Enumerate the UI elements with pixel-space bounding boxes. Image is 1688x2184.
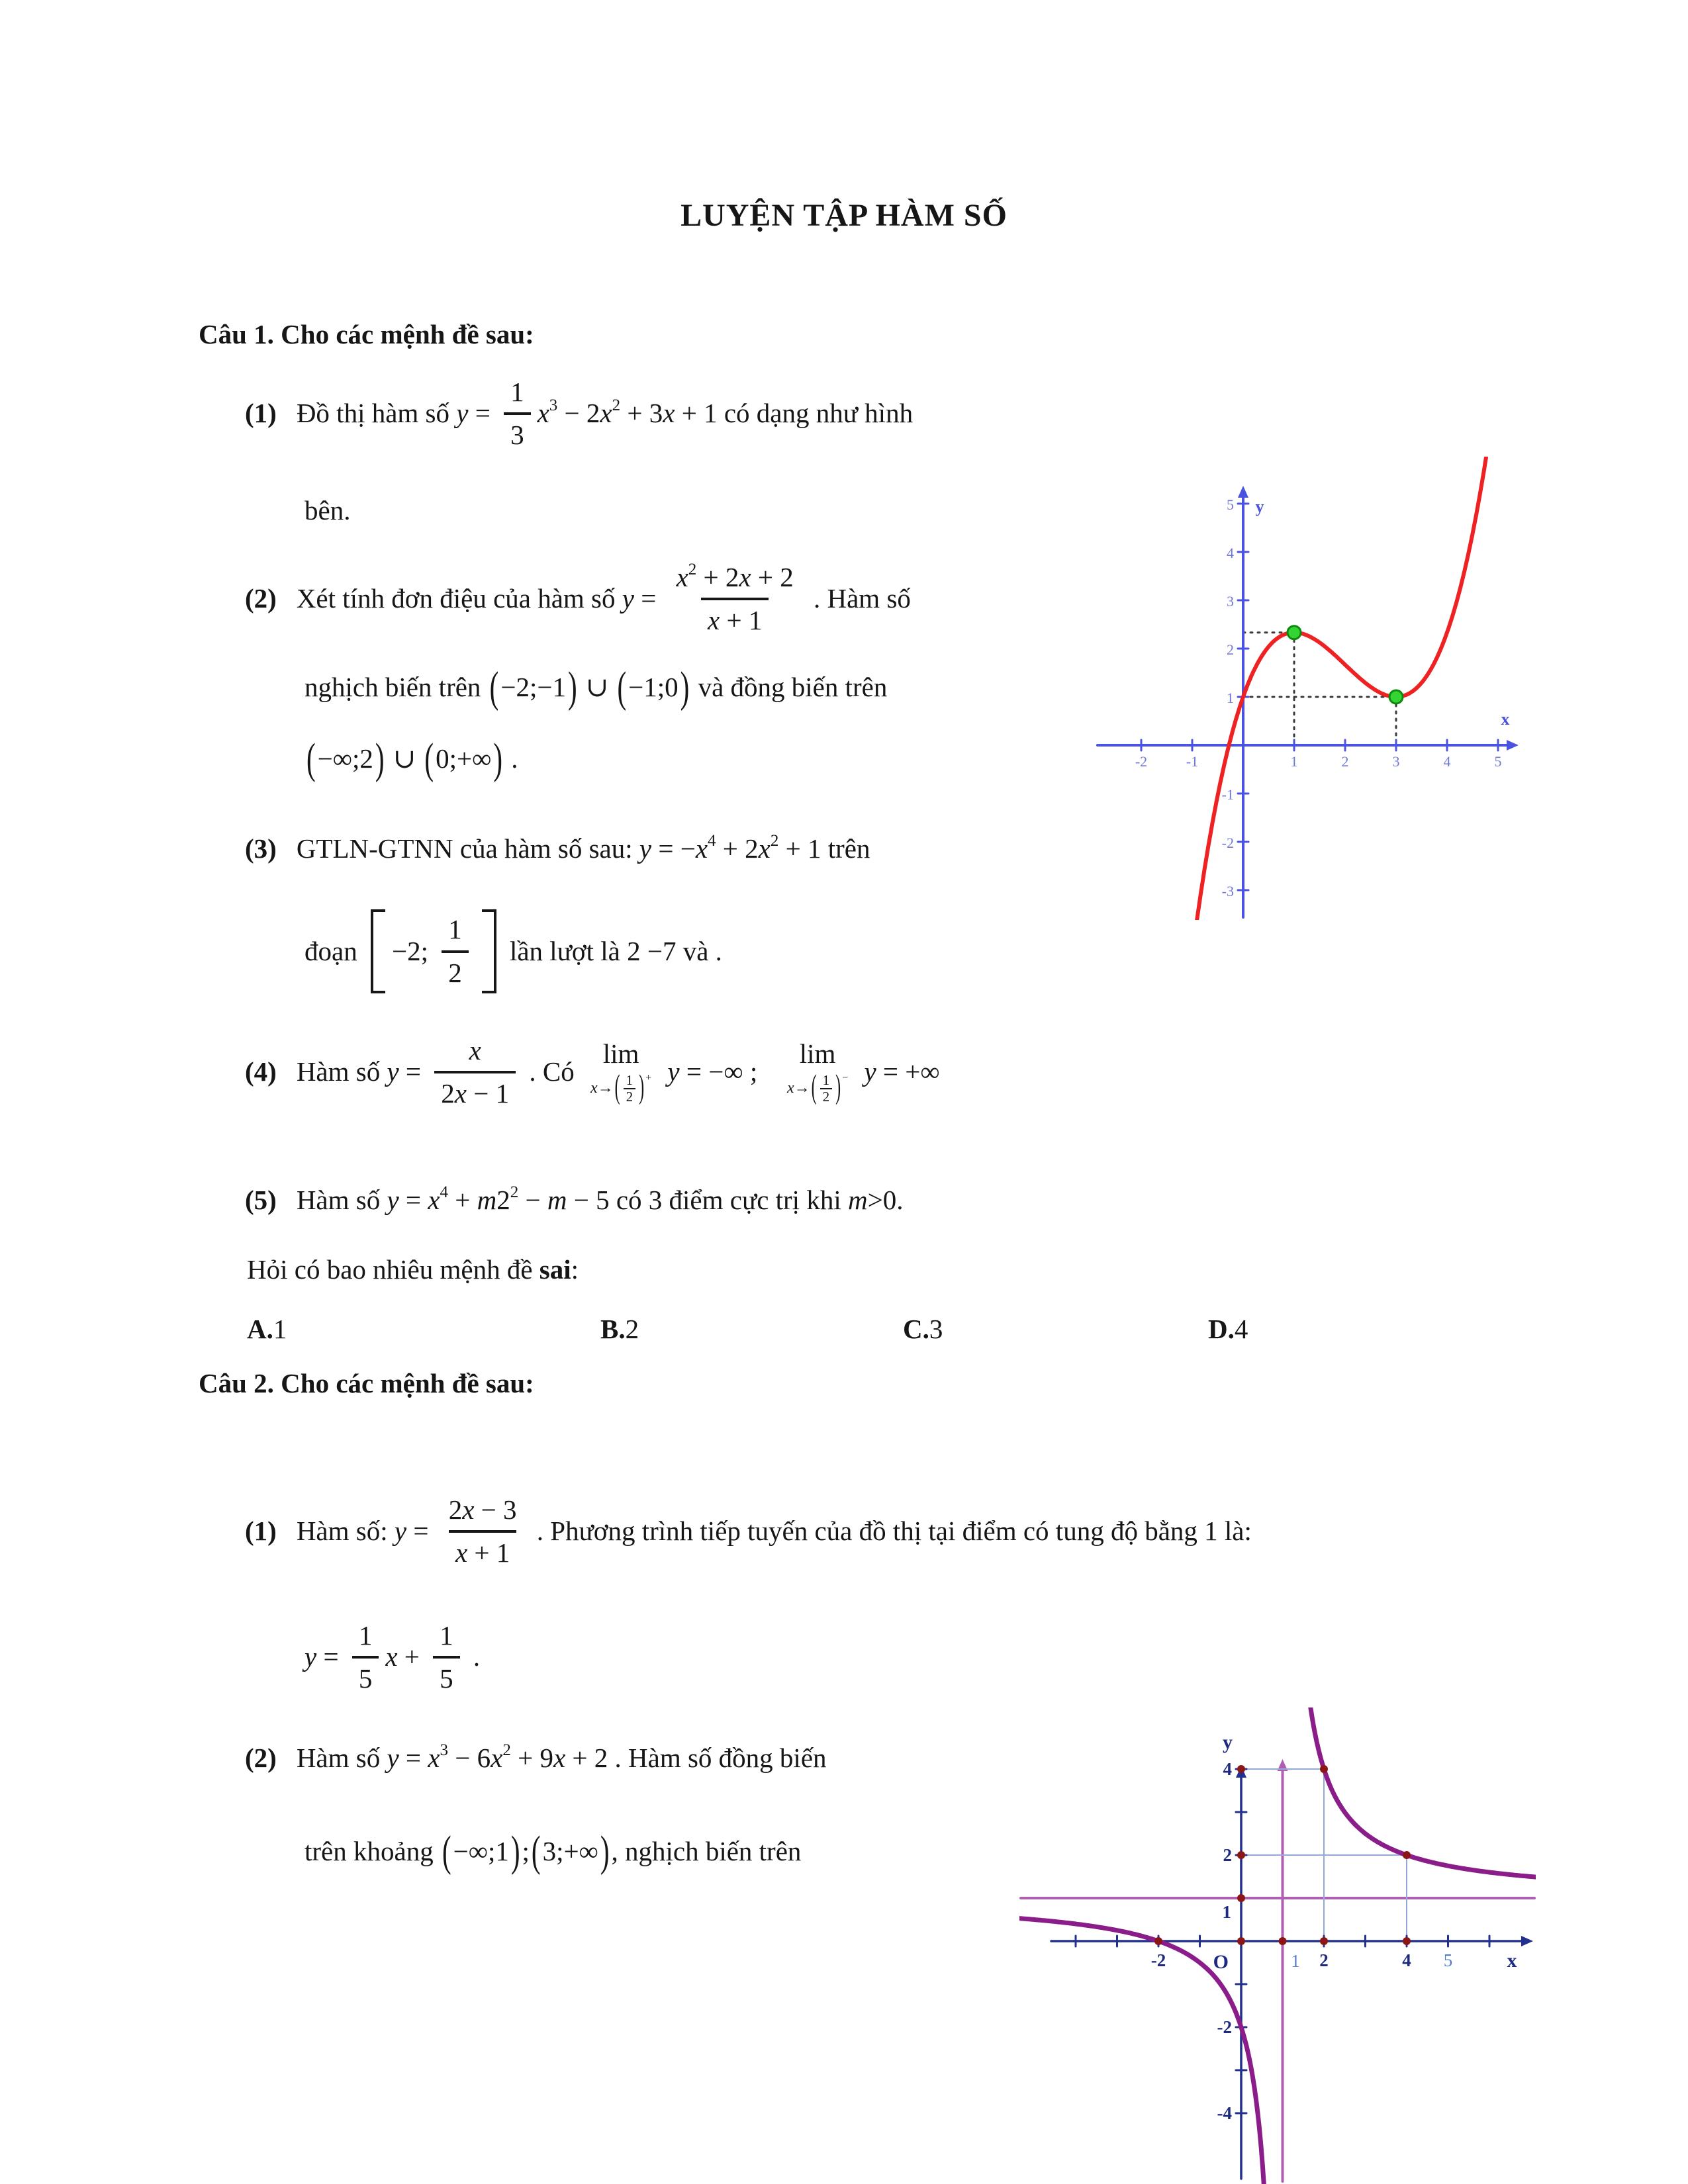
svg-text:-2: -2 [1135,753,1148,770]
option-d [1208,1313,1248,1345]
option-d-letter: D. [1208,1314,1235,1345]
q2-item1-line2 [305,1594,480,1720]
option-c [903,1313,943,1345]
svg-text:-2: -2 [1221,835,1234,851]
svg-text:2: 2 [1223,1845,1232,1865]
svg-text:4: 4 [1402,1950,1411,1970]
formula-tangent-function: y = 2 x − 3 x + 1 . Phương trình tiếp tuyến của đồ thị tại điểm có tung độ bằng 1 là: [395,1490,1252,1574]
formula-parameter-quartic: y = x 4 + m 2 2 − m − 5 có 3 điểm cực trị khi m >0. [387,1183,904,1216]
item-marker: (5) [245,1185,277,1216]
answer-options-row [0,1310,1688,1349]
q1-item2b-pre-text: nghịch biến trên [305,672,488,703]
q1-ask-post: : [571,1254,579,1285]
svg-text:x: x [1507,1950,1517,1972]
q1-item1-line2 [305,491,350,531]
formula-cubic-monotonic: y = x 3 − 6 x 2 + 9 x + 2 . Hàm số đồng biến [387,1741,827,1774]
page-title-text: LUYỆN TẬP HÀM SỐ [680,198,1008,234]
svg-text:-1: -1 [1186,753,1199,770]
item-marker: (3) [245,833,277,864]
option-b [600,1313,639,1345]
q1-item4-line1 [245,996,940,1148]
q2-item2-pre-text: Hàm số [296,1743,387,1774]
q1-item2-line1 [245,536,911,662]
q1-question-line [247,1250,579,1290]
item-marker: (2) [245,1743,277,1774]
q1-item3b-post-text: lần lượt là 2 −7 và . [502,935,722,966]
item-marker: (1) [245,1516,277,1547]
formula-monotonic-intervals: ( −∞;1 ) ; ( 3;+∞ ) , nghịch biến trên [442,1827,802,1876]
svg-text:1: 1 [1290,753,1298,770]
question-1-header-text: Câu 1. Cho các mệnh đề sau: [199,319,534,350]
formula-closed-interval: −2; 1 2 [364,909,503,993]
q1-item2-pre-text: Xét tính đơn điệu của hàm số [296,583,622,614]
svg-text:-2: -2 [1217,2017,1232,2037]
q1-item3b-pre-text: đoạn [305,935,364,966]
formula-increasing-intervals: ( −∞;2 ) ∪ ( 0;+∞ ) . [306,734,518,783]
q2-item1-pre-text: Hàm số: [296,1516,395,1547]
svg-text:1: 1 [1227,690,1234,706]
svg-text:-2: -2 [1150,1950,1166,1970]
svg-text:2: 2 [1319,1950,1329,1970]
page-title [680,197,1008,234]
hyperbola-graph [1019,1707,1536,2184]
cubic-function-graph [1086,457,1523,920]
formula-rational-function: y = x 2 + 2 x + 2 x + 1 . Hàm số [622,557,911,641]
option-b-value: 2 [625,1314,639,1345]
formula-decreasing-intervals: ( −2;−1 ) ∪ ( −1;0 ) [489,662,690,711]
question-2-header-text: Câu 2. Cho các mệnh đề sau: [199,1368,534,1399]
q1-item3-line1 [245,826,870,872]
formula-cubic-function: y = $\frac{1}{3}$ x 3 − 2 x 2 + 3 x + 1 [456,372,717,456]
svg-text:-1: -1 [1221,786,1234,803]
q2-item1-line1 [245,1469,1252,1594]
item-marker: (2) [245,583,277,614]
q2-item2-line2 [305,1822,801,1882]
q1-item5-pre-text: Hàm số [296,1185,387,1216]
formula-quartic-function: y = − x 4 + 2 x 2 + 1 [639,832,821,864]
svg-text:x: x [1501,709,1510,729]
svg-text:1: 1 [1222,1902,1231,1922]
q1-item1-cont-text: bên. [305,495,351,526]
item-marker: (4) [245,1056,277,1087]
q1-item4-pre-text: Hàm số [296,1056,387,1087]
formula-limits: y = x 2 x − 1 . Có lim x → ( 1 2 ) + y = −∞ ; lim x → ( 1 2 ) − y = +∞ [387,1030,939,1115]
svg-text:y: y [1223,1731,1233,1753]
svg-text:-4: -4 [1217,2103,1232,2123]
svg-text:-3: -3 [1221,883,1234,899]
option-a [247,1313,287,1345]
svg-text:4: 4 [1223,1759,1232,1779]
svg-text:3: 3 [1227,593,1234,610]
option-b-letter: B. [600,1314,626,1345]
question-2-header [199,1365,534,1402]
option-c-letter: C. [903,1314,929,1345]
svg-text:2: 2 [1341,753,1349,770]
q1-item1-pre-text: Đồ thị hàm số [296,398,457,429]
item-marker: (1) [245,398,277,429]
svg-text:1: 1 [1291,1951,1300,1971]
q1-item2b-post-text: và đồng biến trên [691,672,888,703]
q1-ask-pre: Hỏi có bao nhiêu mệnh đề [247,1254,539,1285]
formula-tangent-line: y = $\frac{1}{5}$ x + $\frac{1}{5}$ . [305,1615,480,1700]
question-1-header [199,316,534,353]
q1-item2-line3 [305,729,518,789]
option-c-value: 3 [929,1314,943,1345]
q1-item1-line1 [245,357,913,470]
svg-text:O: O [1213,1951,1229,1973]
q1-item3-pre-text: GTLN-GTNN của hàm số sau: [296,833,639,864]
q1-item5-line1 [245,1177,903,1224]
q1-item3-post-text: trên [821,833,870,864]
q1-item1-post-text: có dạng như hình [717,398,914,429]
option-a-value: 1 [273,1314,287,1345]
q1-ask-bold: sai [539,1254,571,1285]
svg-text:5: 5 [1494,753,1502,770]
option-a-letter: A. [247,1314,273,1345]
q2-item2b-pre-text: trên khoảng [305,1836,440,1867]
svg-text:4: 4 [1443,753,1451,770]
svg-text:5: 5 [1227,496,1234,513]
svg-text:2: 2 [1227,641,1234,658]
option-d-value: 4 [1234,1314,1248,1345]
svg-text:3: 3 [1392,753,1400,770]
q1-item2-line2 [305,658,887,717]
svg-text:5: 5 [1443,1950,1453,1970]
svg-text:4: 4 [1227,545,1234,561]
svg-text:y: y [1255,497,1264,516]
q2-item2-line1 [245,1735,827,1782]
